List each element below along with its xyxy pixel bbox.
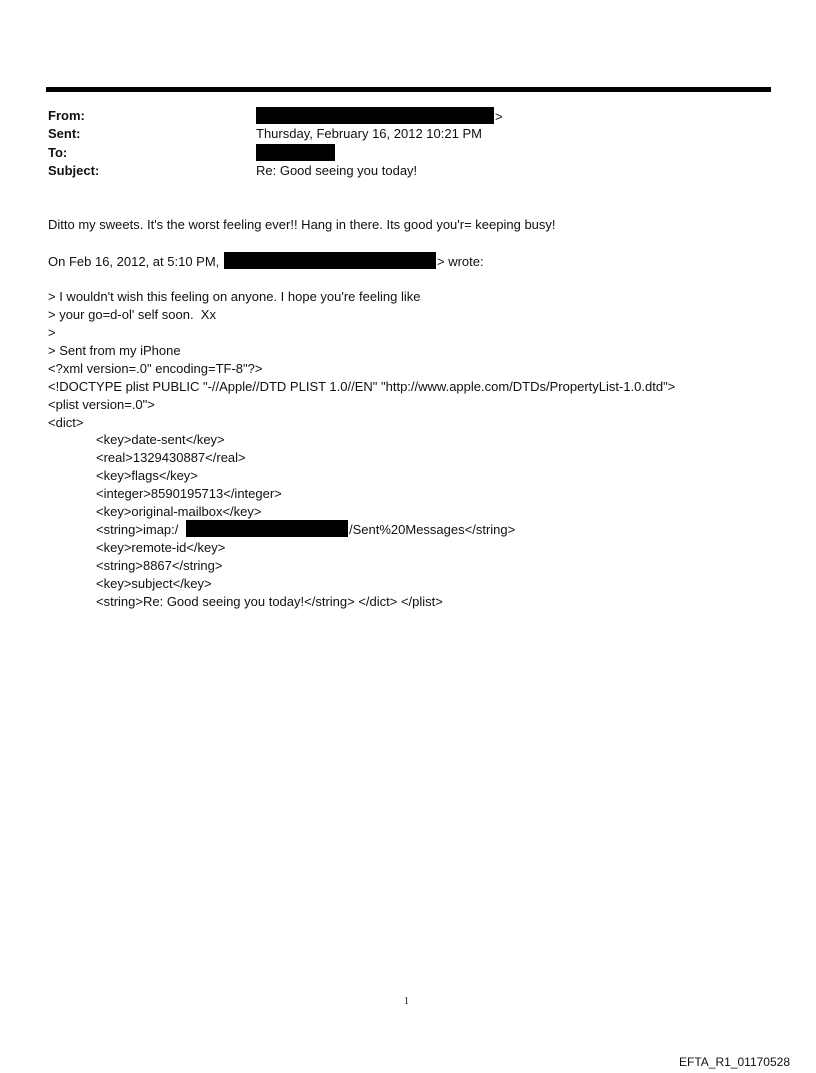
plist-line: <dict>	[48, 415, 84, 430]
redaction-quote-sender	[224, 252, 436, 269]
plist-dict-line: <key>subject</key>	[96, 576, 212, 591]
imap-suffix: /Sent%20Messages</string>	[349, 522, 516, 537]
subject-label: Subject:	[48, 163, 100, 178]
header-rule	[46, 87, 771, 92]
imap-prefix: <string>imap:/	[96, 522, 179, 537]
quoted-line: > your go=d-ol' self soon. Xx	[48, 307, 216, 322]
plist-line: <?xml version=.0" encoding=TF-8"?>	[48, 361, 263, 376]
quote-intro-suffix: > wrote:	[437, 254, 484, 269]
plist-line: <plist version=.0">	[48, 397, 155, 412]
to-label: To:	[48, 145, 68, 160]
plist-dict-line: <string>8867</string>	[96, 558, 223, 573]
redaction-to	[256, 144, 335, 161]
plist-line: <!DOCTYPE plist PUBLIC "-//Apple//DTD PLIST 1.0//EN" "http://www.apple.com/DTDs/PropertyList-1.0.dtd">	[48, 379, 676, 394]
from-label: From:	[48, 108, 85, 123]
quote-intro-prefix: On Feb 16, 2012, at 5:10 PM,	[48, 254, 220, 269]
redaction-from	[256, 107, 494, 124]
bates-number: EFTA_R1_01170528	[679, 1055, 790, 1069]
redaction-imap	[186, 520, 348, 537]
plist-dict-line: <real>1329430887</real>	[96, 450, 246, 465]
plist-dict-line: <key>flags</key>	[96, 468, 198, 483]
plist-dict-line: <key>remote-id</key>	[96, 540, 226, 555]
reply-text: Ditto my sweets. It's the worst feeling ever!! Hang in there. Its good you'r= keeping busy!	[48, 217, 556, 232]
quoted-line: > I wouldn't wish this feeling on anyone. I hope you're feeling like	[48, 289, 421, 304]
quoted-line: >	[48, 325, 56, 340]
sent-label: Sent:	[48, 126, 81, 141]
plist-dict-line: <string>Re: Good seeing you today!</string> </dict> </plist>	[96, 594, 443, 609]
from-suffix: >	[495, 109, 503, 124]
subject-value: Re: Good seeing you today!	[256, 163, 418, 178]
plist-dict-line: <key>date-sent</key>	[96, 432, 225, 447]
quoted-line: > Sent from my iPhone	[48, 343, 181, 358]
sent-value: Thursday, February 16, 2012 10:21 PM	[256, 126, 482, 141]
page-number: 1	[404, 996, 409, 1007]
plist-dict-line: <integer>8590195713</integer>	[96, 486, 282, 501]
plist-dict-line: <key>original-mailbox</key>	[96, 504, 262, 519]
